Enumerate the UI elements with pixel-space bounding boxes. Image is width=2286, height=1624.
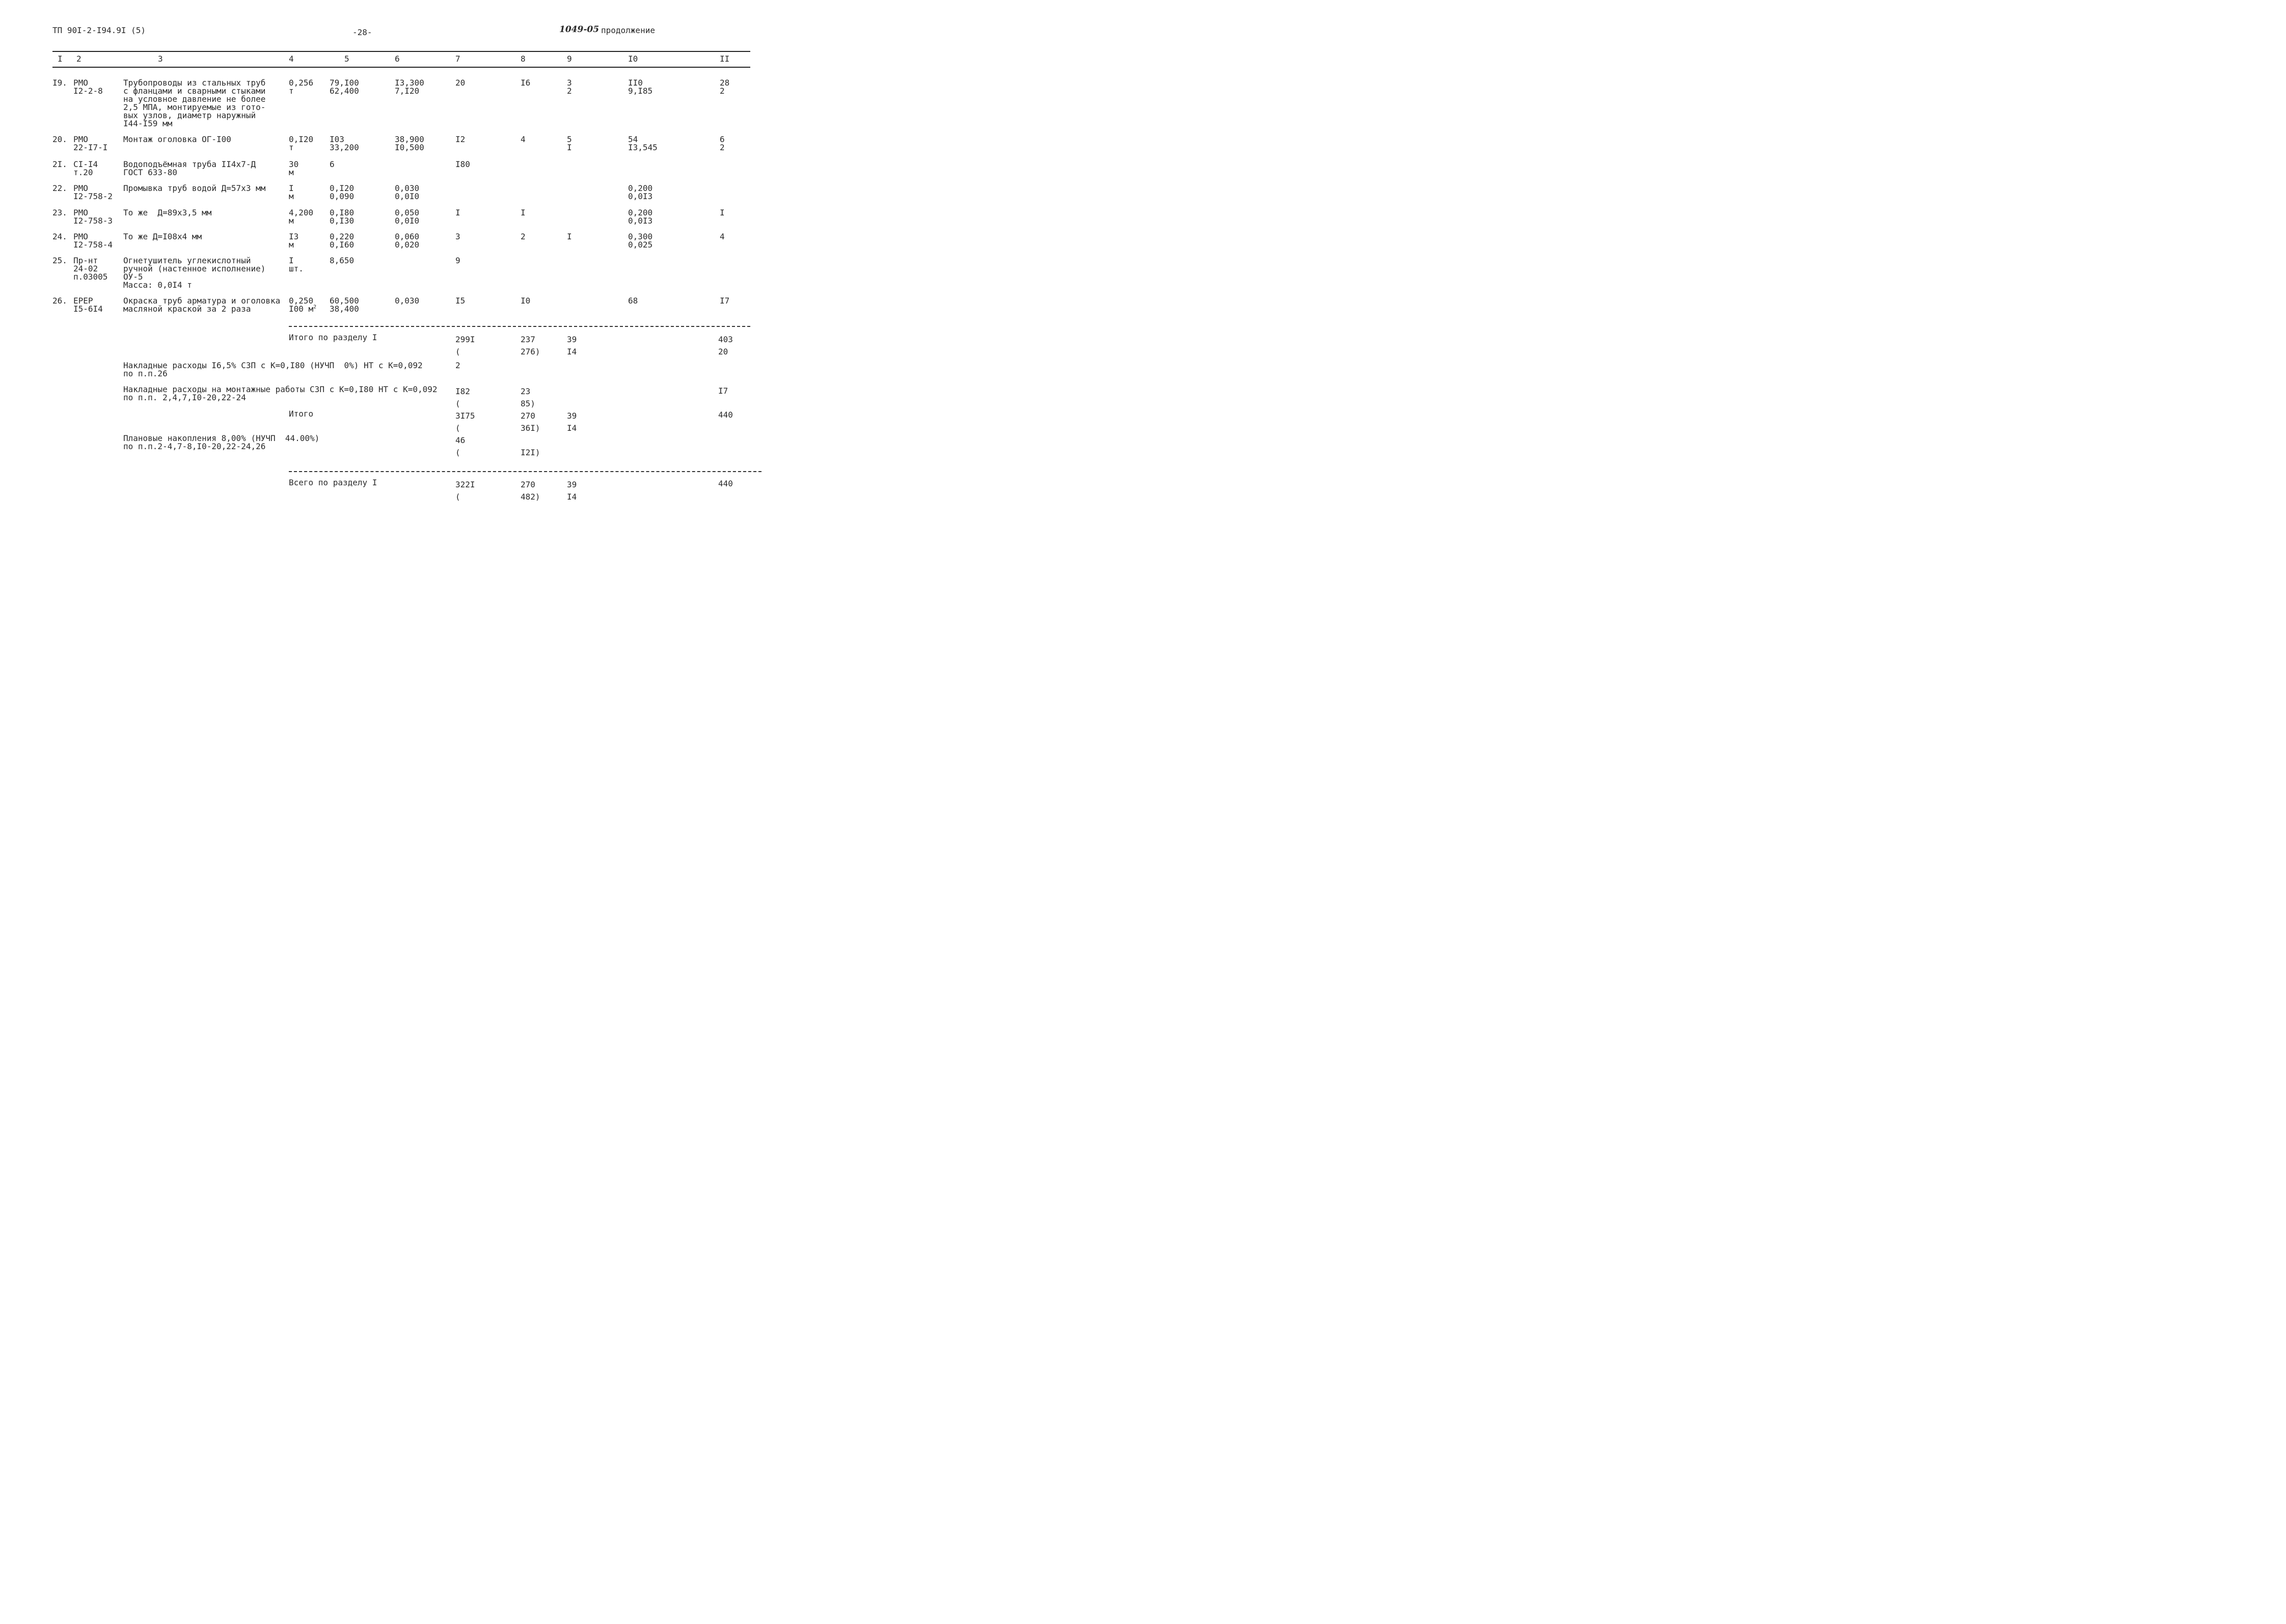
column-header: 8	[521, 54, 526, 64]
header-bottom-rule	[52, 67, 750, 68]
cell-c5: I03 33,200	[330, 134, 359, 152]
cell-c8: 4	[521, 134, 526, 144]
vsego-c7: 322I (	[455, 480, 475, 502]
column-header: I	[58, 54, 63, 64]
summary-label: Итого по разделу I	[289, 333, 377, 342]
row-code: РМО I2-758-4	[73, 232, 113, 250]
itogo-label: Итого	[289, 409, 314, 419]
summary-c9: 39 I4	[567, 335, 577, 356]
cell-c10: II0 9,I85	[628, 78, 653, 96]
overhead-c8: 23 85)	[521, 387, 535, 408]
cell-c4-value: 0,250 I00 м	[289, 296, 314, 314]
overhead-c7: 2	[455, 361, 460, 370]
cell-c4: I3 м	[289, 232, 299, 250]
row-number: 2I.	[52, 159, 67, 169]
plan-c8: I2I)	[521, 448, 540, 457]
dashed-divider	[289, 471, 761, 472]
cell-c6: I3,300 7,I20	[395, 78, 424, 96]
cell-c5: 0,I80 0,I30	[330, 208, 355, 226]
cell-c7: 3	[455, 232, 460, 241]
cell-c7: 9	[455, 256, 460, 265]
cell-c4: 4,200 м	[289, 208, 314, 226]
itogo-c8: 270 36I)	[521, 411, 540, 433]
itogo-c9: 39 I4	[567, 411, 577, 433]
column-header: I0	[628, 54, 638, 64]
cell-c7: I5	[455, 296, 466, 306]
itogo-c7: 3I75 (	[455, 411, 475, 433]
row-code: РМО I2-2-8	[73, 78, 103, 96]
vsego-label: Всего по разделу I	[289, 478, 377, 487]
row-number: 20.	[52, 134, 67, 144]
column-header: 4	[289, 54, 294, 64]
cell-c5: 0,I20 0,090	[330, 183, 355, 201]
cell-c10: 0,200 0,0I3	[628, 208, 653, 226]
vsego-c9: 39 I4	[567, 480, 577, 502]
cell-c8: I	[521, 208, 526, 217]
handwritten-note: 1049-05	[559, 24, 600, 35]
row-description: Трубопроводы из стальных труб с фланцами и сварными стыками на условное давление не более 2,5 МПА, монтируемые из гото- вых узлов, диаметр наружный I44-I59 мм	[123, 78, 266, 128]
cell-c6: 0,060 0,020	[395, 232, 420, 250]
cell-c4: I м	[289, 183, 294, 201]
cell-c5: 0,220 0,I60	[330, 232, 355, 250]
cell-c4: I шт.	[289, 256, 304, 273]
cell-c6: 0,050 0,0I0	[395, 208, 420, 226]
plan-c7: 46 (	[455, 435, 466, 457]
cell-c8: I0	[521, 296, 531, 306]
cell-c5: 6	[330, 159, 335, 169]
itogo-c11: 440	[718, 410, 733, 420]
cell-c4	[289, 297, 316, 313]
row-number: 24.	[52, 232, 67, 241]
cell-c4: 0,I20 т	[289, 134, 314, 152]
summary-c11: 403 20	[718, 335, 733, 356]
summary-c8: 237 276)	[521, 335, 540, 356]
row-code: РМО 22-I7-I	[73, 134, 108, 152]
cell-c8: 2	[521, 232, 526, 241]
cell-c5: 8,650	[330, 256, 355, 265]
column-header: 7	[455, 54, 460, 64]
overhead-c11: I7	[718, 386, 728, 396]
squared-superscript: 2	[313, 304, 317, 310]
summary-c7: 299I (	[455, 335, 475, 356]
row-description: Огнетушитель углекислотный ручной (настенное исполнение) ОУ-5 Масса: 0,0I4 т	[123, 256, 266, 290]
row-description: Окраска труб арматура и оголовка масляной краской за 2 раза	[123, 296, 281, 314]
column-header: 5	[344, 54, 349, 64]
row-number: 25.	[52, 256, 67, 265]
cell-c7: I2	[455, 134, 466, 144]
continuation-label: продолжение	[601, 25, 655, 35]
row-code: ЕРЕР I5-6I4	[73, 296, 103, 314]
cell-c10: 68	[628, 296, 638, 306]
cell-c10: 54 I3,545	[628, 134, 658, 152]
cell-c10: 0,200 0,0I3	[628, 183, 653, 201]
cell-c8: I6	[521, 78, 531, 88]
column-header: 2	[76, 54, 81, 64]
column-header: 9	[567, 54, 572, 64]
row-code: СI-I4 т.20	[73, 159, 98, 177]
cell-c6: 0,030	[395, 296, 420, 306]
dashed-divider	[289, 326, 750, 327]
overhead-label: Накладные расходы на монтажные работы СЗП с К=0,I80 НТ с К=0,092 по п.п. 2,4,7,I0-20,22-24	[123, 384, 438, 402]
cell-c7: I80	[455, 159, 470, 169]
overhead-label: Накладные расходы I6,5% СЗП с К=0,I80 (НУЧП 0%) НТ с К=0,092 по п.п.26	[123, 361, 423, 378]
column-header: II	[720, 54, 730, 64]
row-description: Водоподъёмная труба II4x7-Д ГОСТ 633-80	[123, 159, 256, 177]
cell-c11: I	[720, 208, 725, 217]
cell-c9: 3 2	[567, 78, 572, 96]
row-description: Промывка труб водой Д=57x3 мм	[123, 183, 266, 193]
column-header: 3	[158, 54, 163, 64]
page-number: -28-	[352, 27, 372, 37]
cell-c10: 0,300 0,025	[628, 232, 653, 250]
header-top-rule	[52, 51, 750, 52]
cell-c11: 6 2	[720, 134, 725, 152]
cell-c6: 0,030 0,0I0	[395, 183, 420, 201]
cell-c9: I	[567, 232, 572, 241]
cell-c5: 79,I00 62,400	[330, 78, 359, 96]
row-description: То же Д=89x3,5 мм	[123, 208, 212, 217]
cell-c6: 38,900 I0,500	[395, 134, 424, 152]
cell-c7: 20	[455, 78, 466, 88]
cell-c9: 5 I	[567, 134, 572, 152]
cell-c4: 30 м	[289, 159, 299, 177]
row-number: 22.	[52, 183, 67, 193]
row-code: РМО I2-758-3	[73, 208, 113, 226]
row-code: РМО I2-758-2	[73, 183, 113, 201]
vsego-c11: 440	[718, 479, 733, 488]
cell-c11: 4	[720, 232, 725, 241]
cell-c7: I	[455, 208, 460, 217]
plan-label: Плановые накопления 8,00% (НУЧП 44.00%) по п.п.2-4,7-8,I0-20,22-24,26	[123, 433, 320, 451]
overhead-c7: I82 (	[455, 387, 470, 408]
document-code: ТП 90I-2-I94.9I (5)	[52, 25, 146, 35]
row-number: I9.	[52, 78, 67, 88]
row-code: Пр-нт 24-02 п.03005	[73, 256, 108, 282]
vsego-c8: 270 482)	[521, 480, 540, 502]
row-number: 26.	[52, 296, 67, 306]
cell-c11: 28 2	[720, 78, 730, 96]
cell-c4: 0,256 т	[289, 78, 314, 96]
column-header: 6	[395, 54, 400, 64]
cell-c5: 60,500 38,400	[330, 296, 359, 314]
cell-c11: I7	[720, 296, 730, 306]
row-description: То же Д=I08x4 мм	[123, 232, 202, 241]
row-number: 23.	[52, 208, 67, 217]
row-description: Монтаж оголовка ОГ-I00	[123, 134, 231, 144]
